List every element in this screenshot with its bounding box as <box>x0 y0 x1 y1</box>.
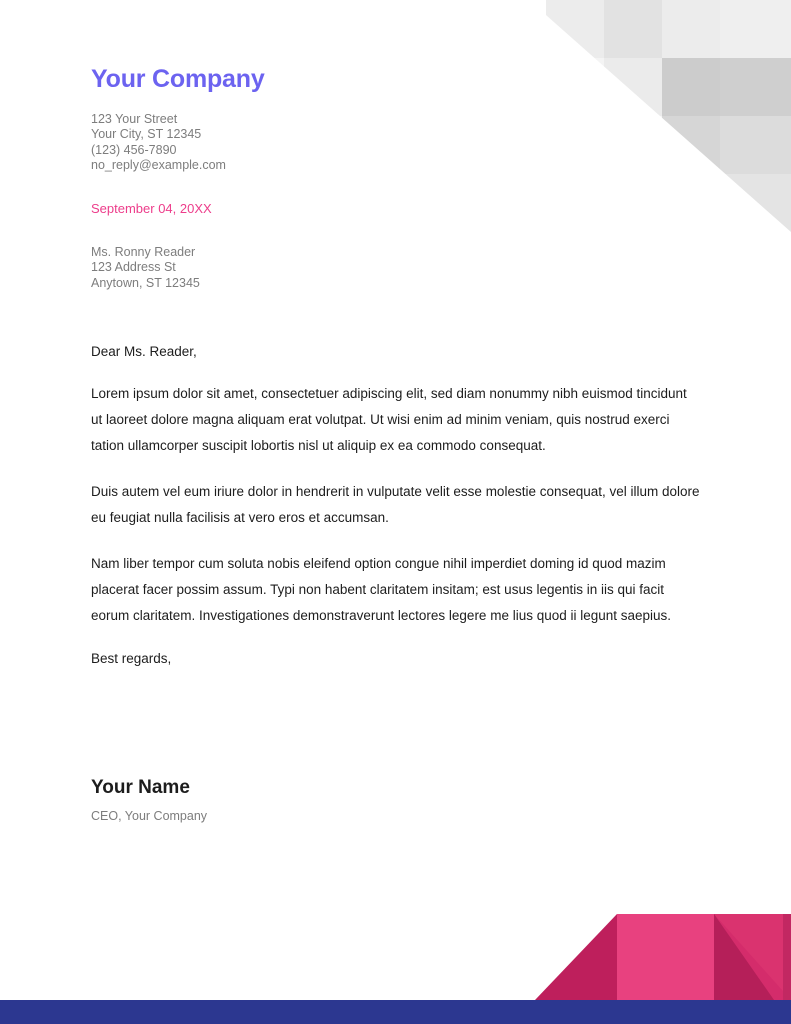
footer-bar <box>0 1000 791 1024</box>
signature-block <box>91 776 207 824</box>
recipient-address-line: Ms. Ronny Reader <box>91 244 196 259</box>
bottom-right-decoration <box>0 914 791 1000</box>
letter-content <box>91 0 711 668</box>
sender-address-line: (123) 456-7890 <box>91 142 177 157</box>
recipient-address-line: Anytown, ST 12345 <box>91 275 200 290</box>
deco-grid-cell <box>720 0 791 58</box>
sender-address-line: no_reply@example.com <box>91 158 226 172</box>
letter-date: September 04, 20XX <box>91 200 212 216</box>
salutation: Dear Ms. Reader, <box>91 344 197 359</box>
closing-line: Best regards, <box>91 651 172 666</box>
deco-grid-cell <box>720 174 791 232</box>
signature-name: Your Name <box>91 777 190 798</box>
deco-grid-cell <box>720 58 791 116</box>
recipient-address-line: 123 Address St <box>91 260 176 274</box>
body-paragraph: Duis autem vel eum iriure dolor in hendrerit in vulputate velit esse molestie consequat, vel illum dolore eu feugiat nulla facilisis at vero eros et accumsan. <box>91 484 700 525</box>
sender-address-line: 123 Your Street <box>91 111 178 126</box>
deco-grid-cell <box>720 116 791 174</box>
deco-triangle-left <box>535 914 617 1000</box>
recipient-address-block <box>91 245 711 292</box>
sender-address-line: Your City, ST 12345 <box>91 127 202 141</box>
sender-address-block <box>91 112 711 174</box>
signature-title: CEO, Your Company <box>91 809 208 823</box>
company-name: Your Company <box>91 65 265 93</box>
body-paragraph: Nam liber tempor cum soluta nobis eleifend option congue nihil imperdiet doming id quod mazim placerat facer possim assum. Typi non habent claritatem insitam; est usus legentis in iis qui facit eorum claritatem. Investigationes demonstraverunt lectores legere me lius quod ii legunt saepius. <box>91 556 672 623</box>
deco-block-center <box>617 914 714 1000</box>
deco-fold-seam <box>783 914 791 1000</box>
body-paragraph: Lorem ipsum dolor sit amet, consectetuer adipiscing elit, sed diam nonummy nibh euismod tincidunt ut laoreet dolore magna aliquam erat volutpat. Ut wisi enim ad minim veniam, quis nostrud exerci tation ullamcorper suscipit lobortis nisl ut aliquip ex ea commodo consequat. <box>91 386 687 453</box>
